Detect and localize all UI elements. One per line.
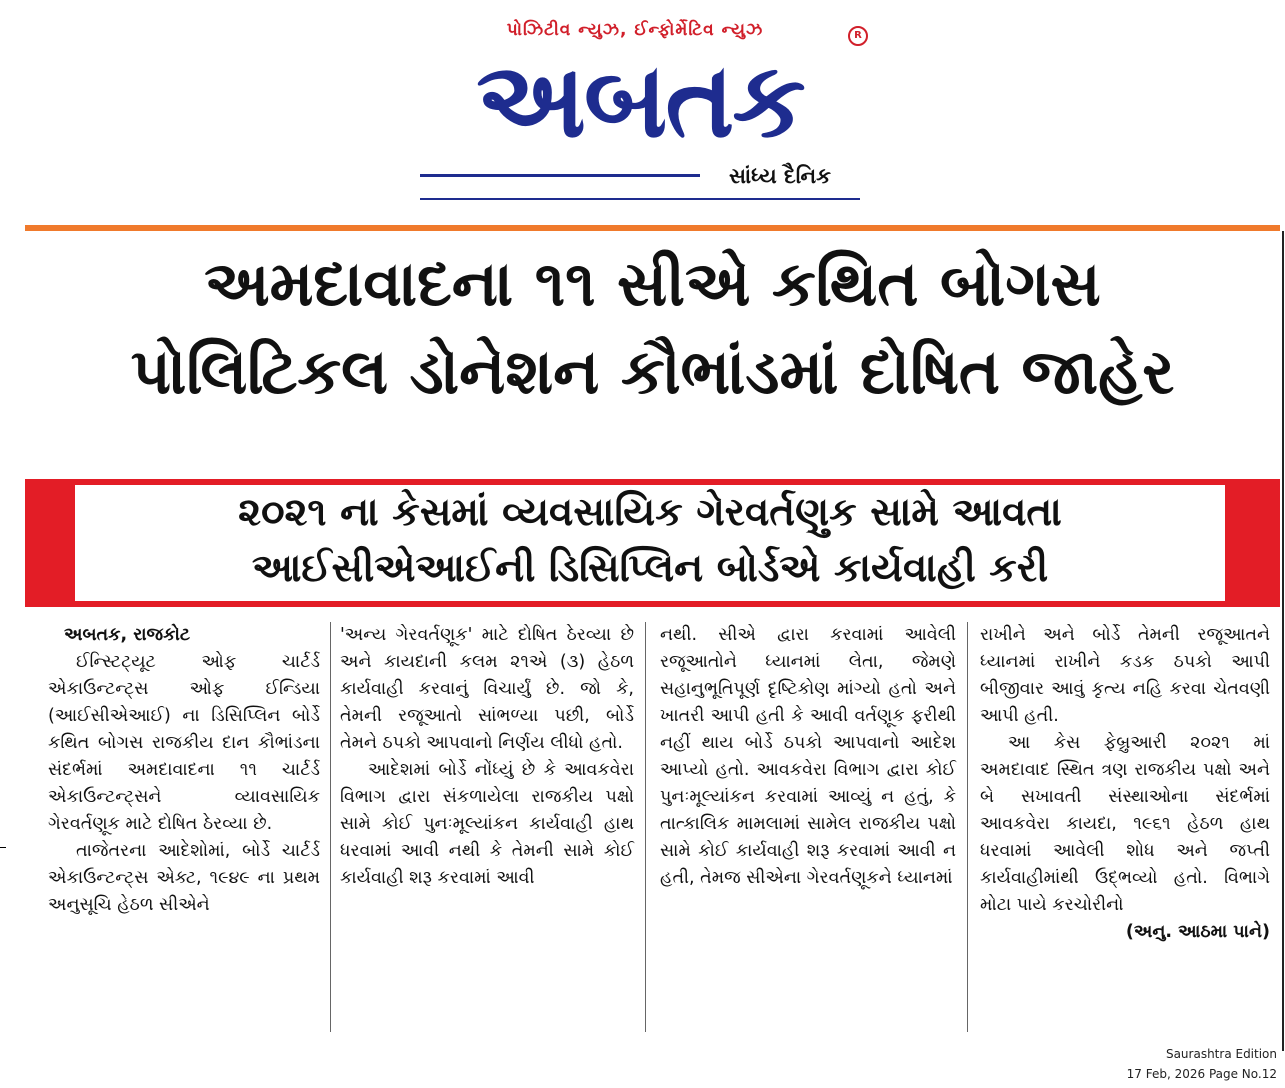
subheadline-line-1: ૨૦૨૧ ના કેસમાં વ્યવસાયિક ગેરવર્તણુક સામે આવતા bbox=[238, 490, 1062, 535]
article-column-2 bbox=[340, 622, 634, 1042]
article-dateline: અબતક, રાજકોટ bbox=[64, 625, 191, 645]
column-divider bbox=[330, 622, 331, 1032]
article-paragraph: નથી. સીએ દ્વારા કરવામાં આવેલી રજૂઆતોને ધ્યાનમાં લેતા, જેમણે સહાનુભૂતિપૂર્ણ દૃષ્ટિકોણ માંગ્યો હતો અને ખાતરી આપી હતી કે આવી વર્તણૂક ફરીથી નહીં થાય બોર્ડે ઠપકો આપવાનો આદેશ આપ્યો હતો. આવકવેરા વિભાગ દ્વારા કોઈ પુનઃમૂલ્યાંકન કરવામાં આવ્યું ન હતું, કે તાત્કાલિક મામલામાં સામેલ રાજકીય પક્ષો સામે કોઈ કાર્યવાહી શરૂ કરવામાં આવી ન હતી, તેમજ સીએના ગેરવર્તણૂકને ધ્યાનમાં bbox=[660, 625, 956, 888]
edition-name: Saurashtra Edition bbox=[1165, 1047, 1277, 1061]
masthead-subtitle: સાંધ્ય દૈનિક bbox=[729, 164, 831, 188]
column-divider bbox=[967, 622, 968, 1032]
masthead bbox=[0, 0, 1285, 215]
margin-tick bbox=[0, 847, 6, 848]
article-paragraph: રાખીને અને બોર્ડે તેમની રજૂઆતને ધ્યાનમાં રાખીને કડક ઠપકો આપી બીજીવાર આવું કૃત્ય નહિ કરવા ચેતવણી આપી હતી. bbox=[980, 625, 1270, 726]
article-paragraph: આ કેસ ફેબ્રુઆરી ૨૦૨૧ માં અમદાવાદ સ્થિત ત્રણ રાજકીય પક્ષો અને બે સખાવતી સંસ્થાઓના સંદર્ભમાં આવકવેરા કાયદા, ૧૯૬૧ હેઠળ હાથ ધરવામાં આવેલી શોધ અને જપ્તી કાર્યવાહીમાંથી ઉદ્ભવ્યો હતો. વિભાગે મોટા પાયે કરચોરીનો bbox=[980, 733, 1270, 915]
article-column-3 bbox=[660, 622, 956, 1042]
newspaper-logo: અબતક bbox=[476, 39, 804, 161]
article-paragraph: 'અન્ય ગેરવર્તણૂક' માટે દોષિત ઠેરવ્યા છે અને કાયદાની કલમ ૨૧એ (૩) હેઠળ કાર્યવાહી કરવાનું વિચાર્યું છે. જો કે, તેમની રજૂઆતો સાંભળ્યા પછી, બોર્ડે તેમને ઠપકો આપવાનો નિર્ણય લીધો હતો. bbox=[340, 625, 634, 753]
date-page: 17 Feb, 2026 Page No.12 bbox=[1126, 1067, 1277, 1081]
masthead-tagline: પોઝિટીવ ન્યુઝ, ઈન્ફોર્મેટિવ ન્યુઝ bbox=[506, 20, 764, 40]
headline-line-2: પોલિટિકલ ડોનેશન કૌભાંડમાં દોષિત જાહેર bbox=[130, 335, 1175, 408]
subheadline bbox=[75, 485, 1225, 601]
registered-mark-icon: R bbox=[848, 26, 868, 46]
article-column-1 bbox=[48, 622, 320, 1042]
logo-rule bbox=[420, 174, 700, 177]
headline bbox=[25, 240, 1280, 416]
subheadline-line-2: આઈસીએઆઈની ડિસિપ્લિન બોર્ડએ કાર્યવાહી કરી bbox=[251, 546, 1049, 591]
article-paragraph: આદેશમાં બોર્ડે નોંધ્યું છે કે આવકવેરા વિભાગ દ્વારા સંકળાયેલા રાજકીય પક્ષો સામે કોઈ પુનઃમૂલ્યાંકન કાર્યવાહી હાથ ધરવામાં આવી નથી કે તેમની સામે કોઈ કાર્યવાહી શરૂ કરવામાં આવી bbox=[340, 760, 634, 888]
column-divider bbox=[645, 622, 646, 1032]
top-orange-rule bbox=[25, 225, 1280, 231]
article-column-4 bbox=[980, 622, 1270, 1042]
right-border bbox=[1282, 231, 1284, 1051]
headline-line-1: અમદાવાદના ૧૧ સીએ કથિત બોગસ bbox=[204, 247, 1101, 320]
edition-footer bbox=[1027, 1044, 1277, 1084]
article-paragraph: તાજેતરના આદેશોમાં, બોર્ડે ચાર્ટર્ડ એકાઉન્ટન્ટ્સ એક્ટ, ૧૯૪૯ ના પ્રથમ અનુસૂચિ હેઠળ સીએને bbox=[48, 841, 320, 915]
article-paragraph: ઈન્સ્ટિટ્યૂટ ઓફ ચાર્ટર્ડ એકાઉન્ટન્ટ્સ ઓફ ઈન્ડિયા (આઈસીએઆઈ) ના ડિસિપ્લિન બોર્ડે કથિત બોગસ રાજકીય દાન કૌભાંડના સંદર્ભમાં અમદાવાદના ૧૧ ચાર્ટર્ડ એકાઉન્ટન્ટ્સને વ્યાવસાયિક ગેરવર્તણૂક માટે દોષિત ઠેરવ્યા છે. bbox=[48, 652, 320, 834]
logo-bottom-rule bbox=[420, 198, 860, 200]
continued-on-page: (અનુ. આઠમા પાને) bbox=[1125, 922, 1270, 942]
